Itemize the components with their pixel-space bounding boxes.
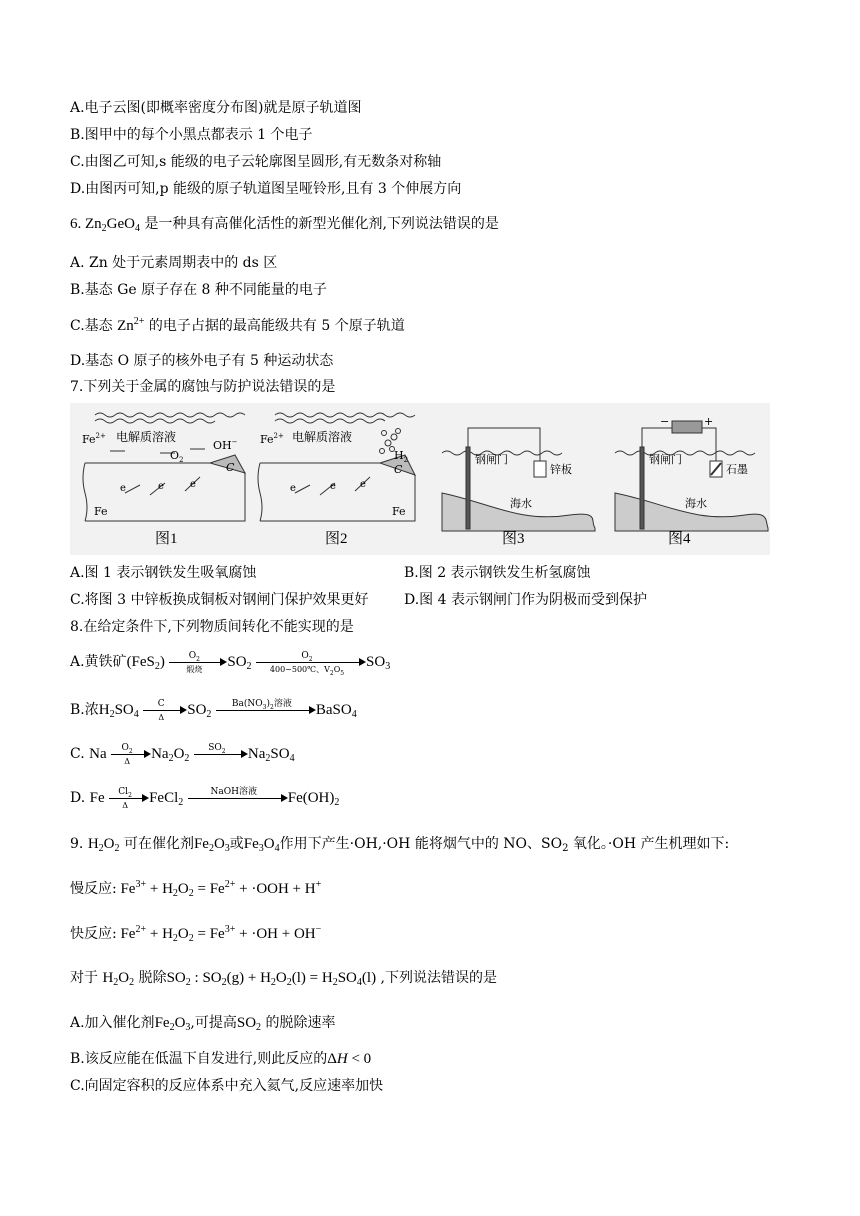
fig1-oh-label: OH− (213, 438, 238, 452)
fig1-caption: 图1 (155, 531, 178, 547)
q7-option-a: A.图 1 表示钢铁发生吸氧腐蚀 (70, 565, 257, 581)
fig1-fe-label: Fe (94, 505, 108, 518)
fig2-caption: 图2 (325, 531, 348, 547)
corrosion-figures (70, 403, 770, 555)
q6-stem: 6. $Zn_2GeO_4$ 是一种具有高催化活性的新型光催化剂,下列说法错误的是 (70, 216, 499, 234)
fig4-seawater-label: 海水 (685, 497, 707, 510)
q6-option-c: C.基态 $Zn^{2+}$ 的电子占据的最高能级共有 5 个原子轨道 (70, 316, 405, 334)
fig2-c-label: C (394, 463, 403, 476)
fig1-c-label: C (226, 461, 235, 474)
fig2-h2-label: $H_2$ (394, 449, 409, 464)
q8-b-arrow-1: $\frac{C}{\Delta}$ (143, 700, 187, 720)
fig4-gate-label: 钢闸门 (649, 453, 682, 466)
fig1-electrolyte-label: 电解质溶液 (116, 430, 177, 444)
q8-b-arrow-2: $Ba(NO_3)_2$溶液 (216, 700, 316, 720)
fig2-e2: e (330, 481, 336, 492)
fig2-e1: e (290, 483, 296, 494)
q7-option-d: D.图 4 表示钢闸门作为阴极而受到保护 (404, 592, 647, 608)
q5-option-d: D.由图丙可知,p 能级的原子轨道图呈哑铃形,且有 3 个伸展方向 (70, 181, 462, 197)
q9-stem: 9. $H_2O_2$ 可在催化剂$Fe_2O_3$或$Fe_3O_4$作用下产生·OH,·OH 能将烟气中的 NO、$SO_2$ 氧化。·OH 产生机理如下: (70, 836, 730, 854)
fig1-fe2-label: $Fe^{2+}$ (82, 432, 106, 446)
q7-option-c: C.将图 3 中锌板换成铜板对钢闸门保护效果更好 (70, 592, 369, 608)
q8-a-arrow-2: $\frac{O_2}{400\sim 500℃、V_2O_5}$ (256, 652, 366, 672)
fig4-plus-label: + (704, 415, 714, 428)
fig3-seawater-label: 海水 (510, 497, 532, 510)
fig4-graphite-label: 石墨 (726, 463, 748, 476)
q7-option-b: B.图 2 表示钢铁发生析氢腐蚀 (404, 565, 591, 581)
q8-c-arrow-2: $SO_2$ (194, 744, 248, 764)
q8-d-arrow-1: $\frac{Cl_2}{\Delta}$ (109, 788, 149, 808)
fig2-fe2-label: $Fe^{2+}$ (260, 432, 284, 446)
q6-option-b: B.基态 Ge 原子存在 8 种不同能量的电子 (70, 282, 327, 298)
fig4-caption: 图4 (668, 531, 691, 547)
q8-option-c: C. Na $\frac{O_2}{\Delta}$ $Na_2O_2$ $SO_2$ $Na_2SO_4$ (70, 743, 295, 766)
q8-option-a: A.黄铁矿(FeS$_2$) $O_2$ 煅烧 $SO_2$ $\frac{O_2}{400\sim 500℃、V_2O_5}$ $SO_3$ (70, 651, 391, 677)
q8-option-d: D. Fe $\frac{Cl_2}{\Delta}$ FeCl$_2$ NaOH溶液 $Fe(OH)_2$ (70, 787, 340, 810)
q5-option-b: B.图甲中的每个小黑点都表示 1 个电子 (70, 127, 313, 143)
q8-stem: 8.在给定条件下,下列物质间转化不能实现的是 (70, 619, 354, 635)
q7-stem: 7.下列关于金属的腐蚀与防护说法错误的是 (70, 379, 336, 395)
q5-option-a: A.电子云图(即概率密度分布图)就是原子轨道图 (70, 100, 362, 116)
fig3-caption: 图3 (502, 531, 525, 547)
q8-option-b: B.浓$H_2SO_4$ $\frac{C}{\Delta}$ $SO_2$ $Ba(NO_3)_2$溶液 BaSO$_4$ (70, 699, 357, 722)
q9-option-c: C.向固定容积的反应体系中充入氦气,反应速率加快 (70, 1078, 384, 1094)
q9-slow-reaction: 慢反应: $Fe^{3+} + H_2O_2 = Fe^{2+} + \cdot OOH + H^+$ (70, 879, 322, 899)
q9-question: 对于 $H_2O_2$ 脱除$SO_2$ : $SO_2(g) + H_2O_2(l) = H_2SO_4(l)$ ,下列说法错误的是 (70, 970, 497, 988)
fig2-e3: e (360, 479, 366, 490)
fig1-e2: e (158, 481, 164, 492)
q6-option-d: D.基态 O 原子的核外电子有 5 种运动状态 (70, 353, 334, 369)
q8-c-arrow-1: $\frac{O_2}{\Delta}$ (111, 744, 151, 764)
q8-d-arrow-2: NaOH溶液 (188, 788, 288, 808)
fig1-e3: e (190, 479, 196, 490)
fig4-minus-label: − (660, 415, 670, 428)
fig1-o2-label: $O_2$ (170, 449, 184, 464)
q5-option-c: C.由图乙可知,s 能级的电子云轮廓图呈圆形,有无数条对称轴 (70, 154, 442, 170)
fig1-e1: e (120, 483, 126, 494)
q8-a-arrow-1: $O_2$ 煅烧 (169, 652, 227, 672)
q6-option-a: A. Zn 处于元素周期表中的 ds 区 (70, 255, 278, 271)
q9-option-a: A.加入催化剂$Fe_2O_3$,可提高$SO_2$ 的脱除速率 (70, 1015, 336, 1033)
fig2-electrolyte-label: 电解质溶液 (292, 430, 353, 444)
q9-fast-reaction: 快反应: $Fe^{2+} + H_2O_2 = Fe^{3+} + \cdot OH + OH^-$ (70, 924, 322, 944)
q9-option-b: B.该反应能在低温下自发进行,则此反应的ΔH < 0 (70, 1051, 372, 1067)
fig3-zinc-label: 锌板 (550, 463, 572, 476)
fig2-fe-label: Fe (392, 505, 406, 518)
fig3-gate-label: 钢闸门 (475, 453, 508, 466)
